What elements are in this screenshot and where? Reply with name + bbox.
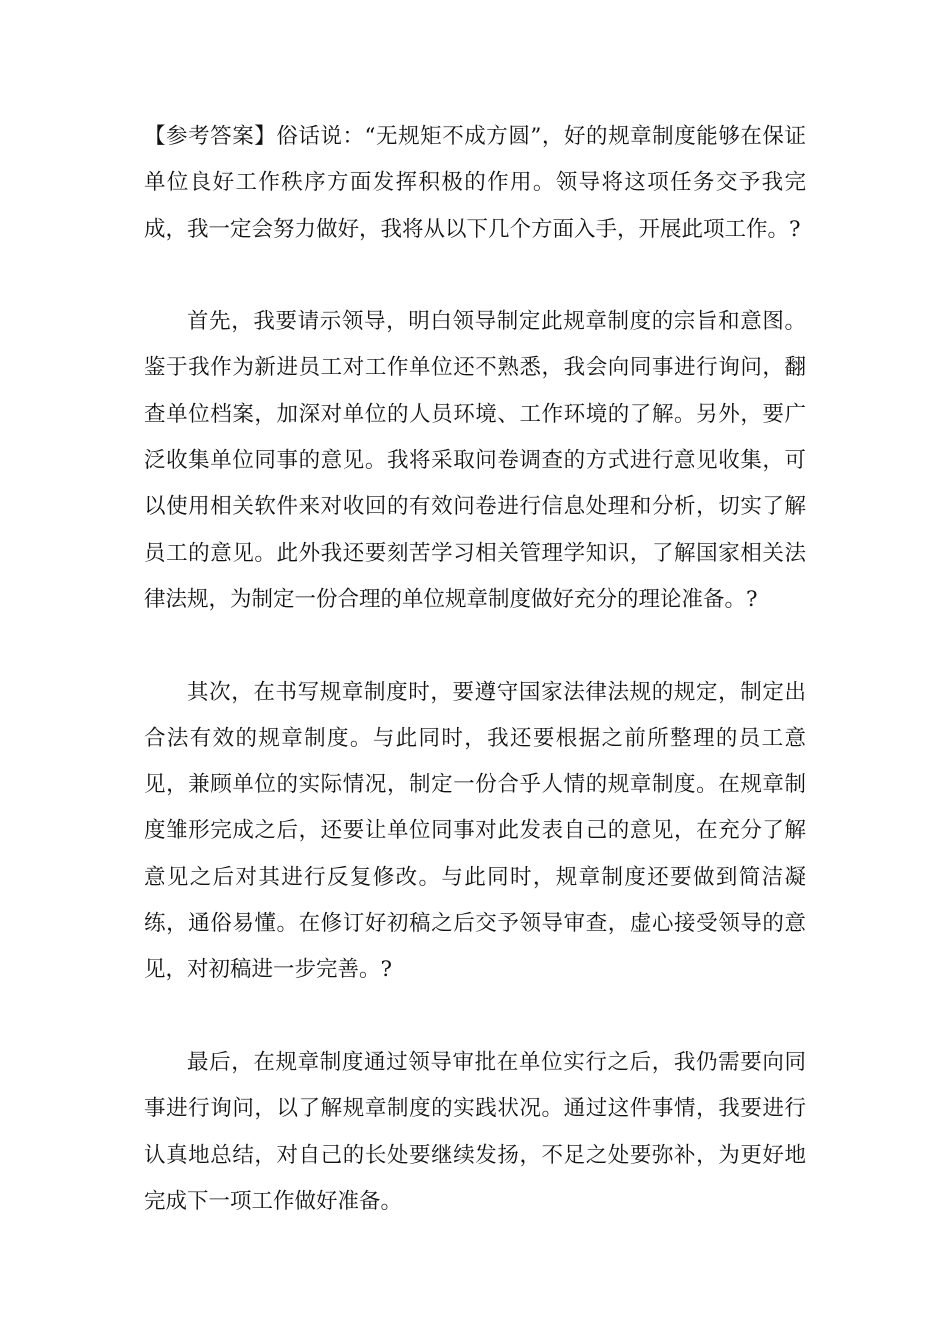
paragraph-first-step: 首先，我要请示领导，明白领导制定此规章制度的宗旨和意图。鉴于我作为新进员工对工作单位还不熟悉，我会向同事进行询问，翻查单位档案，加深对单位的人员环境、工作环境的了解。另外，要广泛收集单位同事的意见。我将采取问卷调查的方式进行意见收集，可以使用相关软件来对收回的有效问卷进行信息处理和分析，切实了解员工的意见。此外我还要刻苦学习相关管理学知识，了解国家相关法律法规，为制定一份合理的单位规章制度做好充分的理论准备。? [144, 309, 806, 612]
paragraph-final-step: 最后，在规章制度通过领导审批在单位实行之后，我仍需要向同事进行询问，以了解规章制度的实践状况。通过这件事情，我要进行认真地总结，对自己的长处要继续发扬，不足之处要弥补，为更好地完成下一项工作做好准备。 [144, 1049, 806, 1214]
paragraph-answer-intro: 【参考答案】俗话说：“无规矩不成方圆”，好的规章制度能够在保证单位良好工作秩序方面发挥积极的作用。领导将这项任务交予我完成，我一定会努力做好，我将从以下几个方面入手，开展此项工作。? [144, 124, 806, 242]
paragraph-second-step: 其次，在书写规章制度时，要遵守国家法律法规的规定，制定出合法有效的规章制度。与此同时，我还要根据之前所整理的员工意见，兼顾单位的实际情况，制定一份合乎人情的规章制度。在规章制度雏形完成之后，还要让单位同事对此发表自己的意见，在充分了解意见之后对其进行反复修改。与此同时，规章制度还要做到简洁凝练，通俗易懂。在修订好初稿之后交予领导审查，虚心接受领导的意见，对初稿进一步完善。? [144, 679, 806, 983]
document-body [144, 114, 806, 1225]
